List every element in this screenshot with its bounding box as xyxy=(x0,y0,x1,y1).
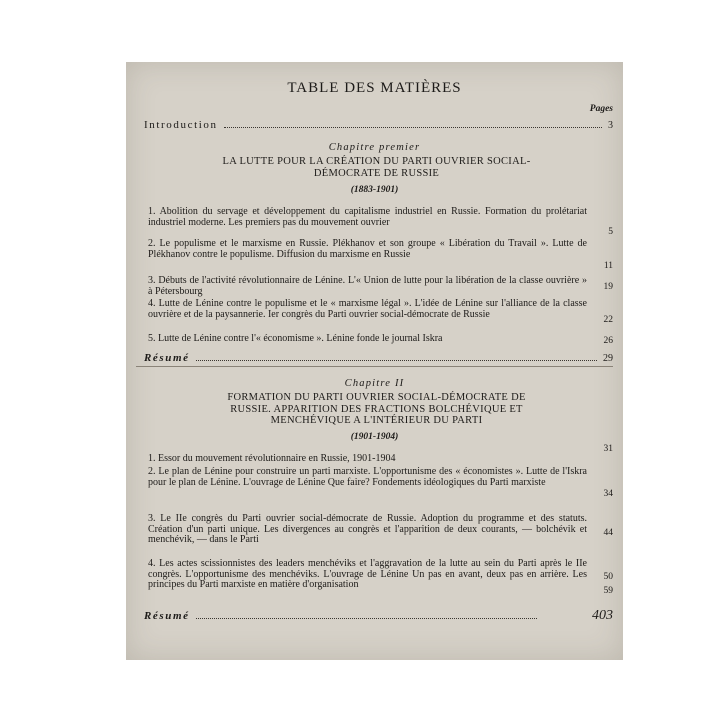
chapter-2-entry-4-page-2: 59 xyxy=(603,586,613,596)
chapter-1-entry-5-page: 26 xyxy=(603,336,613,346)
chapter-1-entry-5[interactable]: 5. Lutte de Lénine contre l'« économisme ». Lénine fonde le journal Iskra xyxy=(148,333,443,344)
pages-column-label: Pages xyxy=(589,104,613,114)
chapter-1-resume-page: 29 xyxy=(603,353,613,364)
chapter-1-label: Chapitre premier xyxy=(328,142,421,153)
chapter-2-label: Chapitre II xyxy=(344,378,405,389)
chapter-2-heading-line3: MENCHÉVIQUE A L'INTÉRIEUR DU PARTI xyxy=(270,415,483,426)
introduction-page: 3 xyxy=(608,120,613,131)
leader-dots xyxy=(196,360,597,361)
chapter-1-entry-1[interactable]: 1. Abolition du servage et développement du capitalisme industriel en Russie. Formation du prolétariat industriel moderne. Les premiers pas du mouvement ouvrier xyxy=(148,206,587,228)
chapter-1-resume-label: Résumé xyxy=(144,352,190,364)
leader-dots xyxy=(224,127,602,128)
toc-introduction[interactable] xyxy=(144,119,613,132)
introduction-label: Introduction xyxy=(144,119,218,131)
chapter-1-heading-line2: DÉMOCRATE DE RUSSIE xyxy=(313,167,440,179)
leader-dots xyxy=(196,618,537,619)
chapter-2-entry-3-page: 44 xyxy=(603,528,613,538)
chapter-2-entry-1[interactable]: 1. Essor du mouvement révolutionnaire en Russie, 1901-1904 xyxy=(148,453,396,464)
toc-chapter-1-resume[interactable] xyxy=(144,352,613,365)
chapter-1-entry-4-page: 22 xyxy=(603,315,613,325)
chapter-1-entry-3-page: 19 xyxy=(603,282,613,292)
chapter-2-heading-line1: FORMATION DU PARTI OUVRIER SOCIAL-DÉMOCRATE DE xyxy=(227,392,526,403)
chapter-2-resume-label: Résumé xyxy=(144,610,190,622)
chapter-2-entry-4[interactable]: 4. Les actes scissionnistes des leaders menchéviks et l'aggravation de la lutte au sein du Parti après le IIe congrès. L'opportunisme des menchéviks. L'ouvrage de Lénine Un pas en avant, deux pas en arrière. Les principes du Parti marxiste en matière d'organisation xyxy=(148,558,587,591)
toc-chapter-2-resume[interactable] xyxy=(144,610,543,622)
chapter-2-entry-2-page: 34 xyxy=(603,489,613,499)
chapter-2-entry-2[interactable]: 2. Le plan de Lénine pour construire un parti marxiste. L'opportunisme des « économistes ». Lutte de l'Iskra pour le plan de Lénine. L'ouvrage de Lénine Que faire? Fondements idéologiques du Parti marxiste xyxy=(148,466,587,488)
page-title: TABLE DES MATIÈRES xyxy=(287,80,462,96)
chapter-1-heading xyxy=(140,156,613,179)
page-number: 403 xyxy=(592,608,613,623)
chapter-2-heading xyxy=(140,392,613,427)
chapter-2-entry-4-page: 50 xyxy=(603,572,613,582)
chapter-1-entry-1-page: 5 xyxy=(608,227,613,237)
section-divider xyxy=(136,366,613,367)
chapter-1-entry-4[interactable]: 4. Lutte de Lénine contre le populisme et le « marxisme légal ». L'idée de Lénine sur l'alliance de la classe ouvrière et de la paysannerie. Ier congrès du Parti ouvrier social-démocrate de Russie xyxy=(148,298,587,320)
chapter-1-entry-3[interactable]: 3. Débuts de l'activité révolutionnaire de Lénine. L'« Union de lutte pour la libération de la classe ouvrière » à Pétersbourg xyxy=(148,275,587,297)
chapter-1-heading-line1: LA LUTTE POUR LA CRÉATION DU PARTI OUVRIER SOCIAL- xyxy=(222,156,531,167)
chapter-2-entry-1-page: 31 xyxy=(603,444,613,454)
chapter-2-entry-3[interactable]: 3. Le IIe congrès du Parti ouvrier social-démocrate de Russie. Adoption du programme et des statuts. Création d'un parti unique. Les divergences au congrès et l'apparition de deux courants, — bolchévik et menchévik, — dans le Parti xyxy=(148,513,587,546)
chapter-1-entry-2[interactable]: 2. Le populisme et le marxisme en Russie. Plékhanov et son groupe « Libération du Travail ». Lutte de Plékhanov contre le populisme. Diffusion du marxisme en Russie xyxy=(148,238,587,260)
chapter-1-years: (1883-1901) xyxy=(350,185,399,195)
chapter-2-heading-line2: RUSSIE. APPARITION DES FRACTIONS BOLCHÉVIQUE ET xyxy=(230,403,523,415)
book-page xyxy=(126,62,623,660)
chapter-1-entry-2-page: 11 xyxy=(603,261,613,271)
chapter-2-years: (1901-1904) xyxy=(350,432,399,442)
